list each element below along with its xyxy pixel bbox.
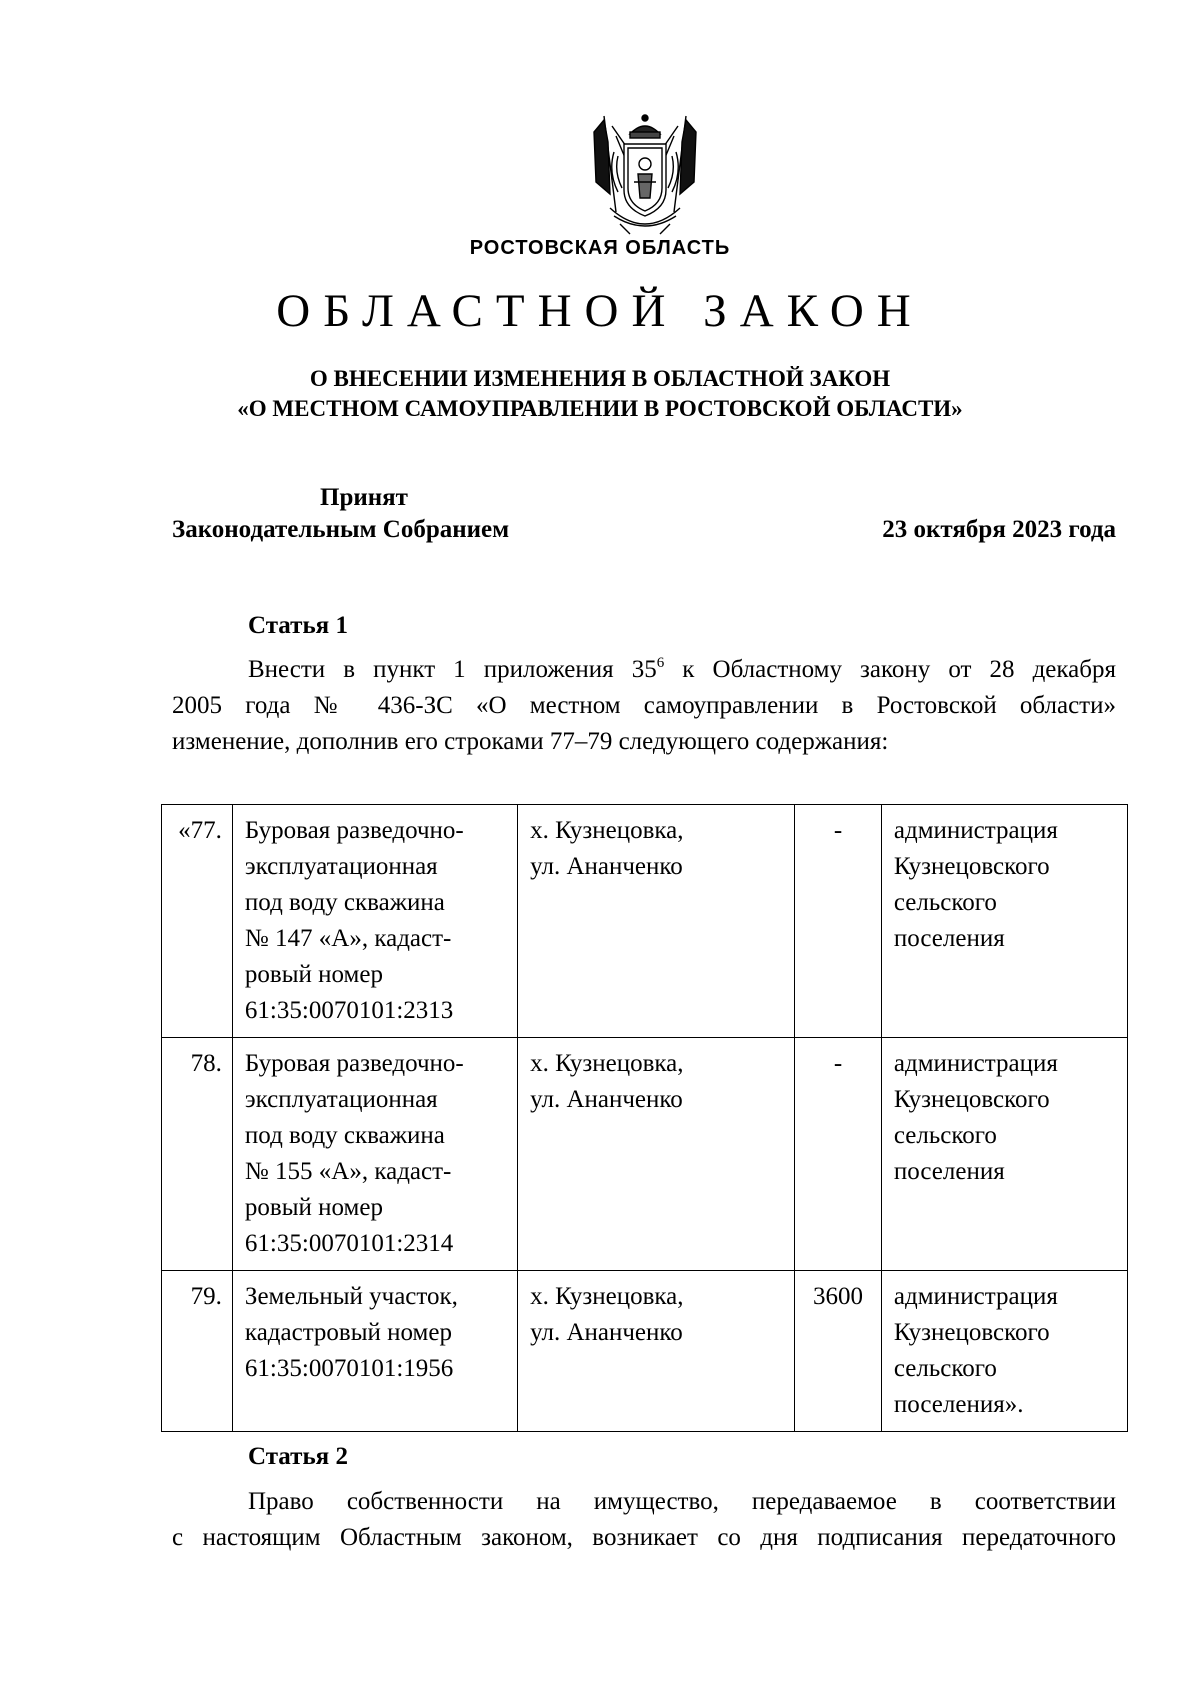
- row-number-cell: [162, 1271, 233, 1432]
- adopted-label: Принят: [320, 484, 408, 511]
- article-1-line-1-post: к Областному закону от 28 декабря: [664, 656, 1116, 683]
- row-number-cell: [162, 805, 233, 1038]
- object-area: 3600: [812, 1283, 863, 1310]
- coat-of-arms-emblem: [590, 112, 700, 240]
- object-address-cell: [518, 805, 795, 1038]
- object-administration-line: администрация: [893, 817, 1058, 844]
- article-1-text: [172, 652, 1116, 760]
- object-area: -: [833, 1050, 843, 1077]
- object-administration-line: сельского: [893, 1122, 997, 1149]
- object-name-line: Буровая разведочно-: [244, 817, 464, 844]
- article-2-text: [172, 1484, 1116, 1556]
- object-name-line: № 147 «А», кадаст-: [244, 925, 452, 952]
- adoption-date: 23 октября 2023 года: [882, 516, 1116, 543]
- object-name-line: под воду скважина: [244, 889, 445, 916]
- object-address-line: ул. Ананченко: [530, 853, 683, 880]
- table-row: [162, 805, 1128, 1038]
- article-1-line-1: [172, 652, 1116, 688]
- object-address-cell: [518, 1038, 795, 1271]
- object-name-cell: [232, 1271, 517, 1432]
- object-name-line: Земельный участок,: [244, 1283, 458, 1310]
- object-administration-line: сельского: [893, 889, 997, 916]
- object-administration-line: Кузнецовского: [893, 1319, 1050, 1346]
- object-administration-line: поселения».: [893, 1391, 1024, 1418]
- object-administration-line: Кузнецовского: [893, 853, 1050, 880]
- object-administration-line: сельского: [893, 1355, 997, 1382]
- object-address-line: ул. Ананченко: [530, 1086, 683, 1113]
- law-title-line-2: «О МЕСТНОМ САМОУПРАВЛЕНИИ В РОСТОВСКОЙ ОБЛАСТИ»: [237, 396, 963, 421]
- object-address-line: х. Кузнецовка,: [530, 1050, 684, 1077]
- object-name-line: 61:35:0070101:2313: [244, 997, 454, 1024]
- object-address-cell: [518, 1271, 795, 1432]
- object-administration-cell: [881, 1271, 1127, 1432]
- object-administration-line: администрация: [893, 1283, 1058, 1310]
- row-number-cell: [162, 1038, 233, 1271]
- adopted-by: Законодательным Собранием: [172, 516, 510, 543]
- row-number: «77.: [178, 817, 222, 844]
- adoption-block: [172, 482, 572, 546]
- article-2-heading: Статья 2: [248, 1443, 348, 1470]
- object-administration-line: администрация: [893, 1050, 1058, 1077]
- table-row: [162, 1271, 1128, 1432]
- object-area: -: [833, 817, 843, 844]
- law-type-heading: ОБЛАСТНОЙ ЗАКОН: [276, 285, 924, 337]
- object-name-line: кадастровый номер: [244, 1319, 452, 1346]
- object-administration-line: поселения: [893, 1158, 1005, 1185]
- law-title: [0, 364, 1200, 424]
- object-area-cell: [795, 805, 882, 1038]
- object-administration-line: Кузнецовского: [893, 1086, 1050, 1113]
- object-administration-line: поселения: [893, 925, 1005, 952]
- object-administration-cell: [881, 1038, 1127, 1271]
- object-name-line: № 155 «А», кадаст-: [244, 1158, 452, 1185]
- object-name-line: Буровая разведочно-: [244, 1050, 464, 1077]
- article-1-superscript: 6: [656, 654, 665, 671]
- object-area-cell: [795, 1271, 882, 1432]
- row-number: 78.: [190, 1050, 222, 1077]
- article-1-heading: Статья 1: [248, 612, 348, 639]
- row-number: 79.: [190, 1283, 222, 1310]
- object-name-line: под воду скважина: [244, 1122, 445, 1149]
- property-table: [161, 804, 1128, 1432]
- region-name: РОСТОВСКАЯ ОБЛАСТЬ: [469, 237, 731, 259]
- object-name-line: 61:35:0070101:2314: [244, 1230, 454, 1257]
- object-name-line: ровый номер: [244, 961, 383, 988]
- object-name-line: эксплуатационная: [244, 1086, 438, 1113]
- article-2-line-1: Право собственности на имущество, передаваемое в соответствии: [248, 1488, 1116, 1515]
- object-address-line: х. Кузнецовка,: [530, 817, 684, 844]
- object-administration-cell: [881, 805, 1127, 1038]
- table-row: [162, 1038, 1128, 1271]
- object-address-line: ул. Ананченко: [530, 1319, 683, 1346]
- article-1-line-1-pre: Внести в пункт 1 приложения 35: [248, 656, 657, 683]
- object-area-cell: [795, 1038, 882, 1271]
- object-name-line: ровый номер: [244, 1194, 383, 1221]
- law-title-line-1: О ВНЕСЕНИИ ИЗМЕНЕНИЯ В ОБЛАСТНОЙ ЗАКОН: [309, 366, 891, 391]
- object-name-line: эксплуатационная: [244, 853, 438, 880]
- article-1-line-2: 2005 года № 436-ЗС «О местном самоуправлении в Ростовской области»: [172, 692, 1116, 719]
- article-1-line-3: изменение, дополнив его строками 77–79 следующего содержания:: [172, 728, 889, 755]
- object-name-cell: [232, 1038, 517, 1271]
- object-address-line: х. Кузнецовка,: [530, 1283, 684, 1310]
- article-2-line-2: с настоящим Областным законом, возникает со дня подписания передаточного: [172, 1524, 1116, 1551]
- object-name-line: 61:35:0070101:1956: [244, 1355, 454, 1382]
- object-name-cell: [232, 805, 517, 1038]
